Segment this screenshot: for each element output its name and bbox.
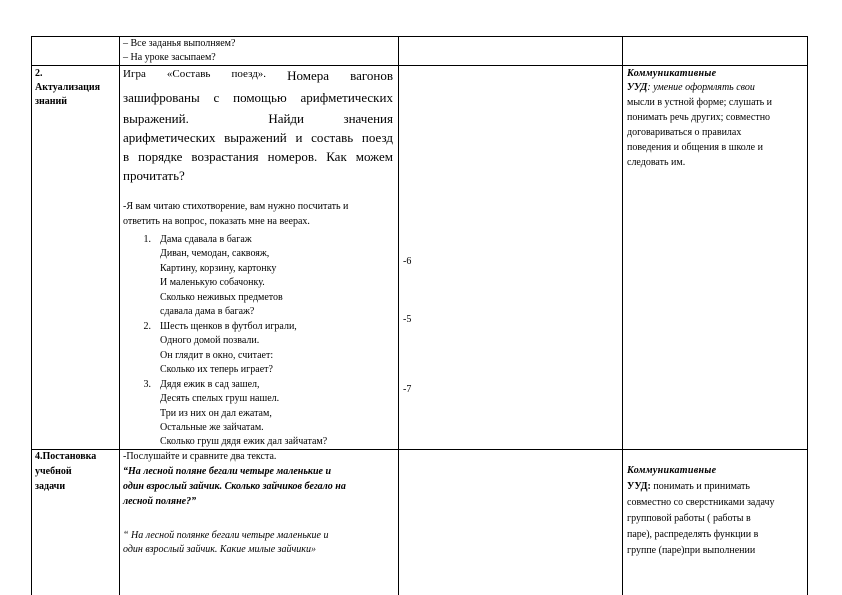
stage-2-title-word-2: знаний: [35, 96, 68, 107]
poem-3-line-2: Десять спелых груш нашел.: [160, 393, 280, 404]
poem-3-line-5: Сколько груш дядя ежик дал зайчатам?: [160, 436, 328, 447]
answer-1: -6: [403, 256, 412, 267]
poem-intro-line-1: -Я вам читаю стихотворение, вам нужно посчитать и: [123, 201, 349, 212]
text-2-line-2: один взрослый зайчик. Какие милые зайчики»: [123, 544, 316, 555]
uud-4-heading-communicative: Коммуникативные: [627, 465, 717, 476]
game-text-line-5: в порядке возрастания номеров. Как можем: [123, 149, 393, 164]
row-divider-2: [31, 449, 808, 450]
top-row-line-2: – На уроке засыпаем?: [123, 52, 216, 63]
answer-3: -7: [403, 384, 412, 395]
poem-2-number: 2.: [143, 321, 151, 332]
poem-2-line-1: Шесть щенков в футбол играли,: [160, 321, 297, 332]
top-row-line-1: – Все заданья выполняем?: [123, 38, 236, 49]
poem-1-line-4: И маленькую собачонку.: [160, 277, 265, 288]
stage-2-title-number: 2.: [35, 68, 43, 79]
uud-text-1: : умение оформлять свои: [647, 82, 755, 93]
game-text-line-1: Игра «Составь поезд». Номера вагонов: [123, 68, 393, 83]
uud-4-line-3: групповой работы ( работы в: [627, 513, 751, 524]
uud-line-3: понимать речь других; совместно: [627, 112, 771, 123]
table-border-top: [31, 36, 808, 37]
poem-3-line-4: Остальные же зайчатам.: [160, 422, 264, 433]
text-1-line-2: один взрослый зайчик. Сколько зайчиков бегало на: [123, 481, 346, 492]
text-2-line-1: “ На лесной полянке бегали четыре маленькие и: [123, 530, 329, 541]
compare-instruction: -Послушайте и сравните два текста.: [123, 451, 277, 462]
poem-2-line-4: Сколько их теперь играет?: [160, 364, 273, 375]
uud-line-6: следовать им.: [627, 157, 686, 168]
poem-2-line-2: Одного домой позвали.: [160, 335, 260, 346]
poem-3-line-3: Три из них он дал ежатам,: [160, 408, 272, 419]
game-text-line-6: прочитать?: [123, 168, 185, 183]
game-text-line-3: выражений. Найди значения: [123, 111, 393, 126]
row-divider-1: [31, 65, 808, 66]
poem-1-line-5: Сколько неживых предметов: [160, 292, 283, 303]
column-divider-3: [622, 36, 623, 595]
poem-3-line-1: Дядя ежик в сад зашел,: [160, 379, 260, 390]
uud-label: УУД: [627, 82, 648, 93]
uud-4-line-2: совместно со сверстниками задачу: [627, 497, 775, 508]
poem-1-number: 1.: [143, 234, 151, 245]
stage-4-title-line-2: учебной: [35, 466, 72, 477]
uud-4-line-5: группе (паре)при выполнении: [627, 545, 756, 556]
poem-intro-line-2: ответить на вопрос, показать мне на веерах.: [123, 216, 310, 227]
poem-3-number: 3.: [143, 379, 151, 390]
poem-1-line-1: Дама сдавала в багаж: [160, 234, 252, 245]
answer-2: -5: [403, 314, 412, 325]
table-border-right: [807, 36, 808, 595]
uud-4-label: УУД:: [627, 481, 651, 492]
uud-heading-communicative: Коммуникативные: [627, 68, 717, 79]
poem-2-line-3: Он глядит в окно, считает:: [160, 350, 274, 361]
uud-line-1: [627, 83, 755, 93]
uud-4-line-1: [627, 482, 750, 492]
game-text-line-2: зашифрованы с помощью арифметических: [123, 90, 393, 105]
uud-line-4: договариваться о правилах: [627, 127, 742, 138]
stage-2-title-word-1: Актуализация: [35, 82, 101, 93]
game-text-line-4: арифметических выражений и составь поезд: [123, 130, 393, 145]
uud-4-line-4: паре), распределять функции в: [627, 529, 759, 540]
poem-1-line-3: Картину, корзину, картонку: [160, 263, 277, 274]
uud-line-2: мысли в устной форме; слушать и: [627, 97, 773, 108]
stage-4-title-line-1: 4.Постановка: [35, 451, 97, 462]
column-divider-2: [398, 36, 399, 595]
column-divider-1: [119, 36, 120, 595]
poem-1-line-6: сдавала дама в багаж?: [160, 306, 255, 317]
stage-4-title-line-3: задачи: [35, 481, 66, 492]
text-1-line-1: “На лесной поляне бегали четыре маленькие и: [123, 466, 332, 477]
uud-4-text-1: понимать и принимать: [650, 481, 750, 492]
poem-1-line-2: Диван, чемодан, саквояж,: [160, 248, 270, 259]
text-1-line-3: лесной поляне?”: [123, 496, 197, 507]
uud-line-5: поведения и общения в школе и: [627, 142, 763, 153]
table-border-left: [31, 36, 32, 595]
